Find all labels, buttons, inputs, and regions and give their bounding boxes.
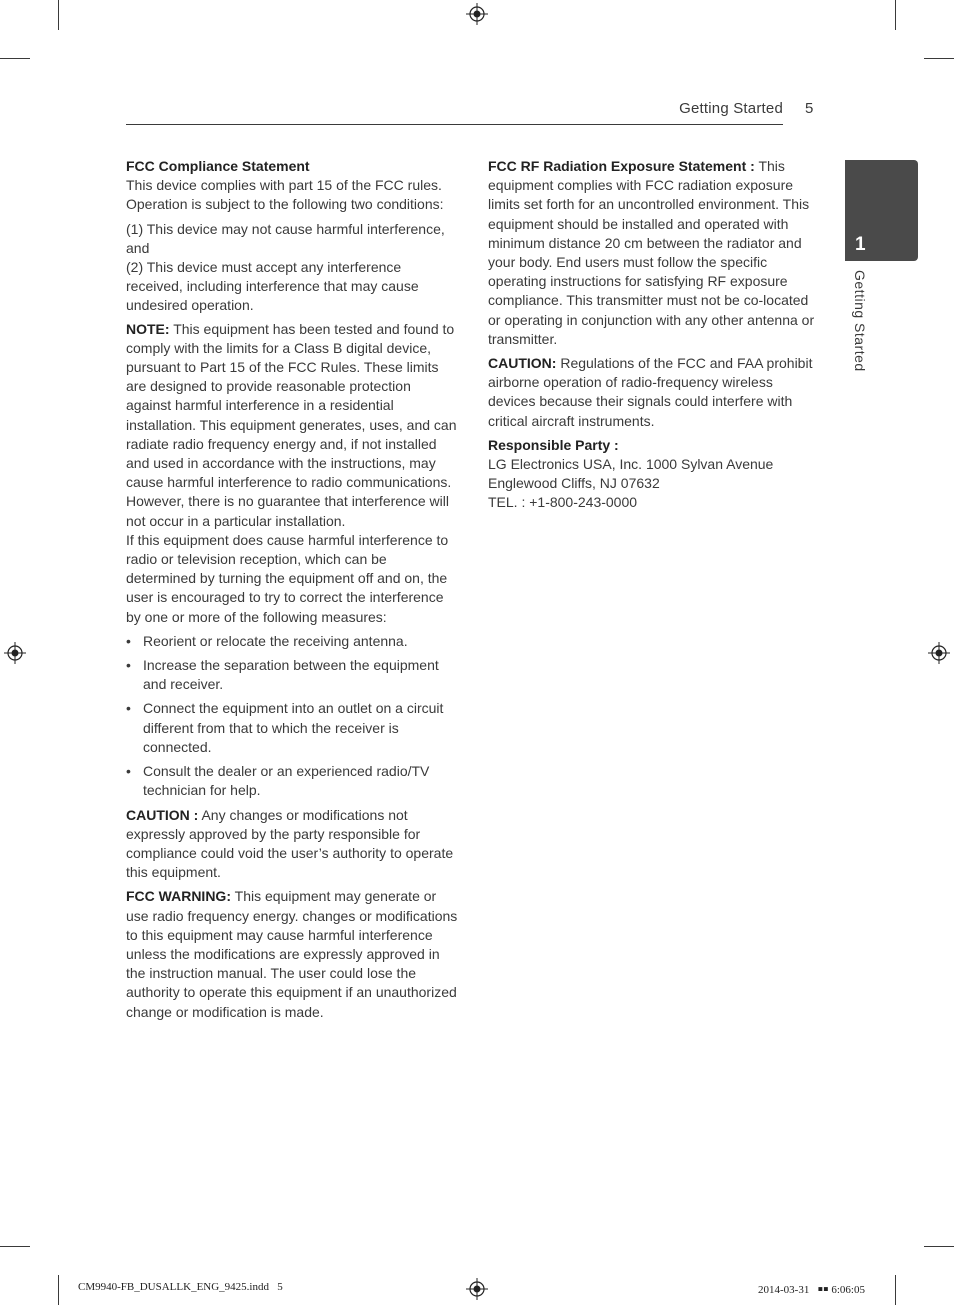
rf-paragraph	[488, 157, 820, 349]
crop-mark	[924, 1246, 954, 1247]
note-text: This equipment has been tested and found to comply with the limits for a Class B digital device, pursuant to Part 15 of the FCC Rules. These limits are designed to provide reasonable protection against harmful interference in a residential installation. This equipment generates, uses, and can radiate radio frequency energy and, if not installed and used in accordance with the instructions, may cause harmful interference to radio communications. However, there is no guarantee that interference will not occur in a particular installation.	[126, 320, 457, 529]
if-paragraph: If this equipment does cause harmful interference to radio or television reception, which can be determined by turning the equipment off and on, the user is encouraged to try to correct the interference by one or more of the following measures:	[126, 531, 449, 625]
crop-mark	[58, 0, 59, 30]
chapter-label: Getting Started	[852, 270, 868, 372]
list-item-text: Reorient or relocate the receiving antenna.	[143, 632, 408, 649]
crop-mark	[58, 1275, 59, 1305]
warning-paragraph	[126, 887, 458, 1021]
party-city: Englewood Cliffs, NJ 07632	[488, 475, 660, 492]
right-column	[488, 157, 820, 518]
list-item	[126, 656, 458, 694]
list-item	[126, 762, 458, 800]
list-item-text: Connect the equipment into an outlet on a circuit different from that to which the receiver is connected.	[143, 700, 444, 755]
registration-mark-icon	[466, 3, 488, 25]
list-item	[126, 699, 458, 757]
footer-file-info: CM9940-FB_DUSALLK_ENG_9425.indd 5	[78, 1281, 283, 1293]
party-address: LG Electronics USA, Inc. 1000 Sylvan Avenue	[488, 456, 774, 473]
note-paragraph	[126, 320, 458, 531]
caution-text: Any changes or modifications not expressly approved by the party responsible for compliance could void the user’s authority to operate this equipment.	[126, 806, 454, 881]
list-item	[126, 632, 458, 651]
section-title: Getting Started	[679, 100, 783, 117]
responsible-party	[488, 436, 820, 513]
caution-paragraph	[126, 806, 458, 883]
registration-mark-icon	[4, 642, 26, 664]
warning-label: FCC WARNING:	[126, 888, 231, 905]
rf-label: FCC RF Radiation Exposure Statement :	[488, 158, 755, 174]
party-phone: TEL. : +1-800-243-0000	[488, 494, 638, 511]
warning-text: This equipment may generate or use radio frequency energy. changes or modifications to this equipment may cause harmful interference unless the modifications are expressly approved in the instruction manual. The user could lose the authority to operate this equipment if an unauthorized change or modification is made.	[126, 888, 458, 1020]
fcc-intro: This device complies with part 15 of the FCC rules. Operation is subject to the following two conditions:	[126, 177, 444, 213]
condition-1: (1) This device may not cause harmful interference, and	[126, 220, 445, 256]
caution-label: CAUTION:	[488, 355, 557, 372]
crop-mark	[895, 0, 896, 30]
page-number: 5	[805, 100, 814, 117]
chapter-number: 1	[855, 234, 866, 255]
crop-mark	[924, 58, 954, 59]
bullet-icon: •	[126, 763, 131, 780]
bullet-icon: •	[126, 657, 131, 674]
list-item-text: Consult the dealer or an experienced radio/TV technician for help.	[143, 763, 430, 799]
bullet-icon: •	[126, 632, 131, 649]
registration-mark-icon	[466, 1278, 488, 1300]
note-label: NOTE:	[126, 320, 170, 337]
fcc-heading: FCC Compliance Statement	[126, 158, 310, 174]
party-label: Responsible Party :	[488, 436, 619, 453]
condition-2: (2) This device must accept any interference received, including interference that may cause undesired operation.	[126, 259, 419, 314]
caution-text: Regulations of the FCC and FAA prohibit airborne operation of radio-frequency wireless devices because their signals could interfere with critical aircraft instruments.	[488, 355, 813, 429]
bullet-icon: •	[126, 700, 131, 717]
caution-label: CAUTION :	[126, 806, 199, 823]
left-column	[126, 157, 458, 1027]
conditions	[126, 220, 458, 316]
rf-text: This equipment complies with FCC radiation exposure limits set forth for an uncontrolled environment. This equipment should be installed and operated with minimum distance 20 cm between the radiator and your body. End users must follow the specific operating instructions for satisfying RF exposure compliance. This transmitter must not be co-located or operating in conjunction with any other antenna or transmitter.	[488, 158, 815, 347]
fcc-section	[126, 157, 458, 215]
registration-mark-icon	[928, 642, 950, 664]
crop-mark	[895, 1275, 896, 1305]
crop-mark	[0, 58, 30, 59]
page-header	[126, 98, 783, 125]
footer-timestamp: 2014-03-31 ￭￭ 6:06:05	[758, 1284, 865, 1296]
list-item-text: Increase the separation between the equipment and receiver.	[143, 657, 439, 693]
caution-paragraph	[488, 354, 820, 431]
crop-mark	[0, 1246, 30, 1247]
